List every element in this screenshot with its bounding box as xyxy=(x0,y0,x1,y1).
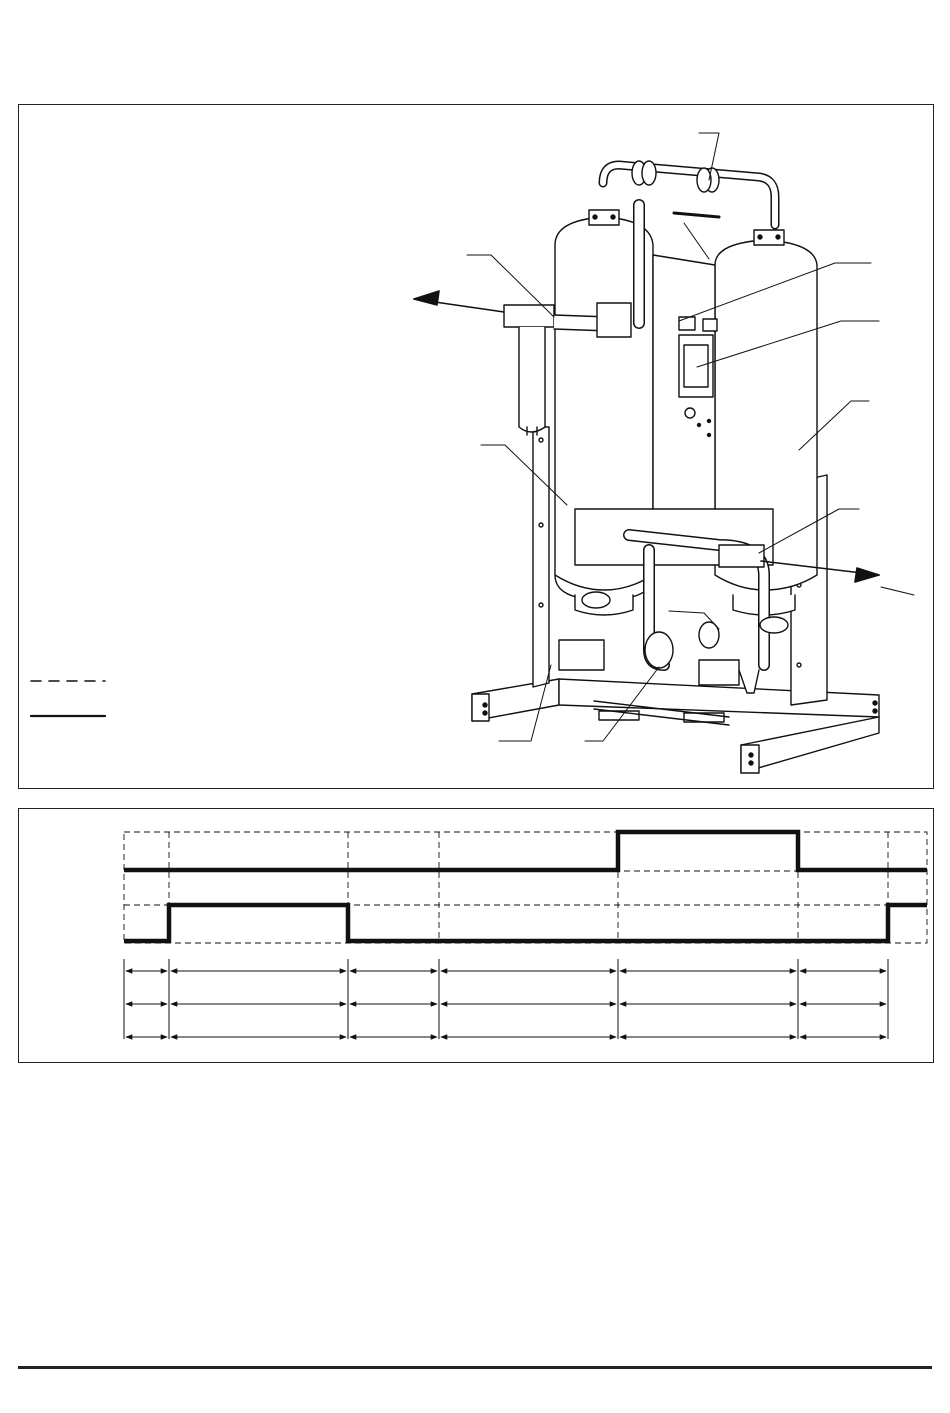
dryer-illustration-panel xyxy=(18,104,934,789)
control-panel xyxy=(653,255,717,525)
signal-b-trace xyxy=(124,905,927,941)
timing-diagram-panel xyxy=(18,808,934,1063)
dryer-illustration xyxy=(19,105,933,788)
signal-a-trace xyxy=(124,832,927,870)
valve-timing-diagram xyxy=(19,809,933,1062)
legend xyxy=(31,681,105,716)
timing-grid xyxy=(124,832,927,943)
dimension-arrows xyxy=(126,971,886,1037)
footer-rule xyxy=(18,1366,932,1369)
